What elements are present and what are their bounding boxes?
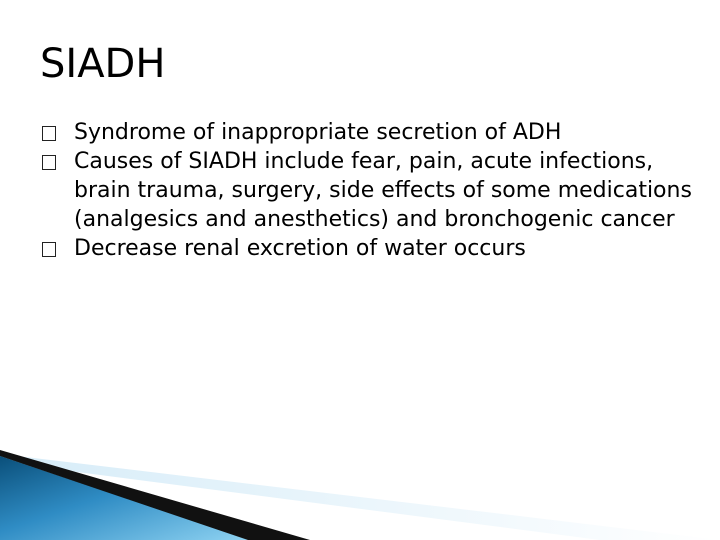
corner-decoration bbox=[0, 440, 720, 540]
slide-title: SIADH bbox=[40, 41, 166, 87]
bullet-item-2 bbox=[40, 147, 700, 234]
bullet-text: Causes of SIADH include fear, pain, acute infections, brain trauma, surgery, side effects of some medications (analgesics and anesthetics) and bronchogenic cancer bbox=[74, 149, 692, 232]
bullet-item-1 bbox=[40, 118, 700, 147]
square-box-icon bbox=[42, 242, 56, 257]
bullet-list bbox=[40, 118, 700, 263]
square-box-icon bbox=[42, 155, 56, 170]
square-box-icon bbox=[42, 126, 56, 141]
bullet-text: Decrease renal excretion of water occurs bbox=[74, 236, 526, 261]
bullet-text: Syndrome of inappropriate secretion of ADH bbox=[74, 120, 562, 145]
bullet-item-3 bbox=[40, 234, 700, 263]
